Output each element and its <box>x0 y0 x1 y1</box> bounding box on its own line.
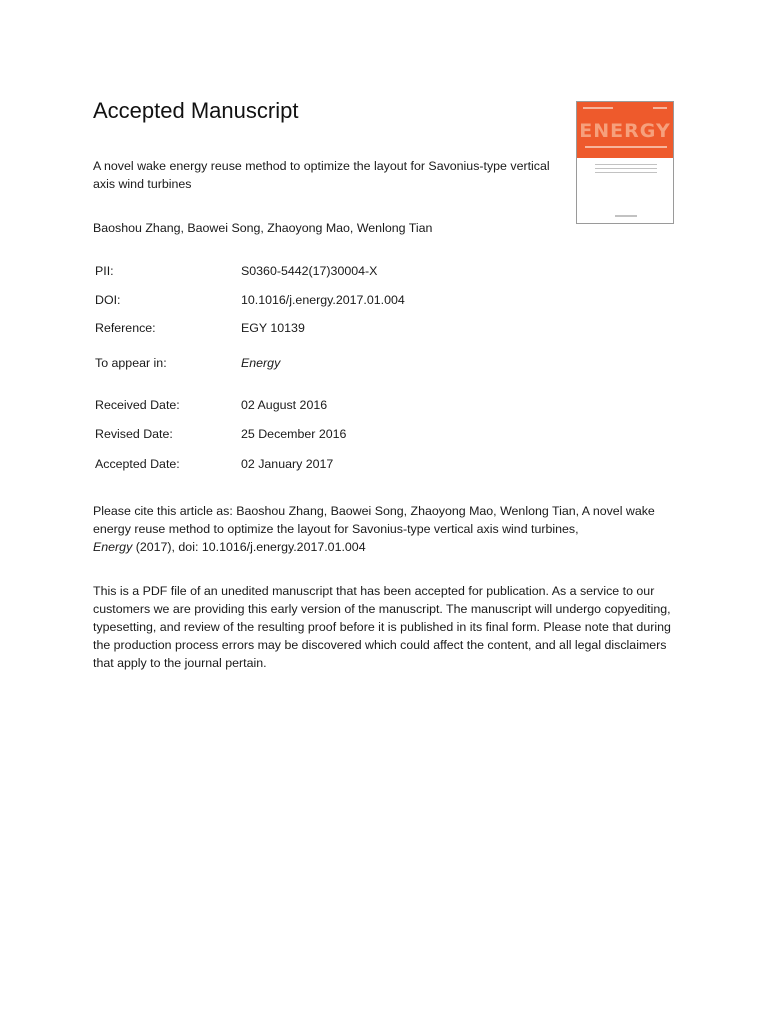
cover-journal-name: ENERGY <box>579 120 671 142</box>
journal-cover-thumbnail <box>576 101 674 224</box>
meta-value-journal: Energy <box>241 356 281 370</box>
meta-value-pii: S0360-5442(17)30004-X <box>241 264 378 278</box>
disclaimer-paragraph: This is a PDF file of an unedited manuscript that has been accepted for publication. As a service to our customers we are providing this early version of the manuscript. The manuscript will undergo copyediting, typesetting, and review of the resulting proof before it is published in its final form. Please note that during the production process errors may be discovered which could affect the content, and all legal disclaimers that apply to the journal pertain. <box>93 584 671 670</box>
page-heading: Accepted Manuscript <box>93 98 299 123</box>
meta-label-received: Received Date: <box>95 398 180 412</box>
citation-suffix: (2017), doi: 10.1016/j.energy.2017.01.004 <box>135 540 366 554</box>
citation-journal: Energy <box>93 540 133 554</box>
cover-header-line <box>583 107 613 109</box>
cover-subtitle-line <box>585 146 667 148</box>
meta-value-doi: 10.1016/j.energy.2017.01.004 <box>241 293 405 307</box>
citation-prefix: Please cite this article as: Baoshou Zhang, Baowei Song, Zhaoyong Mao, Wenlong Tian, A novel wake energy reuse method to optimize the layout for Savonius-type vertical axis wind turbines, <box>93 504 655 536</box>
meta-label-reference: Reference: <box>95 321 156 335</box>
article-title: A novel wake energy reuse method to optimize the layout for Savonius-type vertical axis wind turbines <box>93 159 550 191</box>
meta-label-accepted: Accepted Date: <box>95 457 180 471</box>
meta-value-received: 02 August 2016 <box>241 398 328 412</box>
meta-label-revised: Revised Date: <box>95 427 173 441</box>
cover-header-line-right <box>653 107 667 109</box>
citation-paragraph <box>93 502 673 556</box>
meta-value-accepted: 02 January 2017 <box>241 457 334 471</box>
meta-label-pii: PII: <box>95 264 114 278</box>
cover-publisher-line <box>615 215 637 217</box>
meta-value-reference: EGY 10139 <box>241 321 305 335</box>
meta-value-revised: 25 December 2016 <box>241 427 347 441</box>
meta-label-doi: DOI: <box>95 293 121 307</box>
author-list: Baoshou Zhang, Baowei Song, Zhaoyong Mao, Wenlong Tian <box>93 221 433 235</box>
cover-text-lines <box>595 164 657 176</box>
meta-label-appear: To appear in: <box>95 356 167 370</box>
